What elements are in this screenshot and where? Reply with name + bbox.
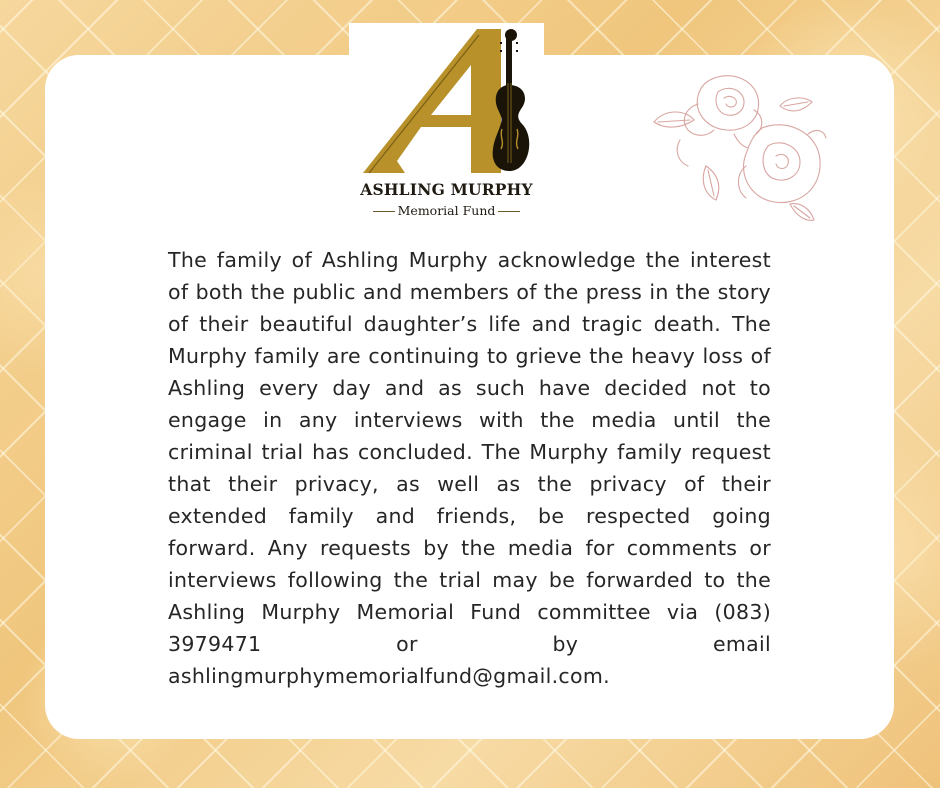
violin-letter-a-logo xyxy=(359,23,539,181)
logo-name: ASHLING MURPHY xyxy=(360,180,533,199)
roses-icon xyxy=(650,70,830,235)
logo-subtitle: Memorial Fund xyxy=(397,203,496,218)
statement-text: The family of Ashling Murphy acknowledge the interest of both the public and members of the press in the story of their beautiful daughter’s life and tragic death. The Murphy family are continuing to grieve the heavy loss of Ashling every day and as such have decided not to engage in any interviews with the media until the criminal trial has concluded. The Murphy family request that their privacy, as well as the privacy of their extended family and friends, be respected going forward. Any requests by the media for comments or interviews following the trial may be forwarded to the Ashling Murphy Memorial Fund committee via (083) 3979471 or by email ashlingmurphymemorialfund@gmail.com. xyxy=(168,248,771,688)
logo-subtitle-row xyxy=(349,203,544,218)
divider xyxy=(373,211,395,212)
logo xyxy=(349,23,544,223)
divider xyxy=(498,211,520,212)
